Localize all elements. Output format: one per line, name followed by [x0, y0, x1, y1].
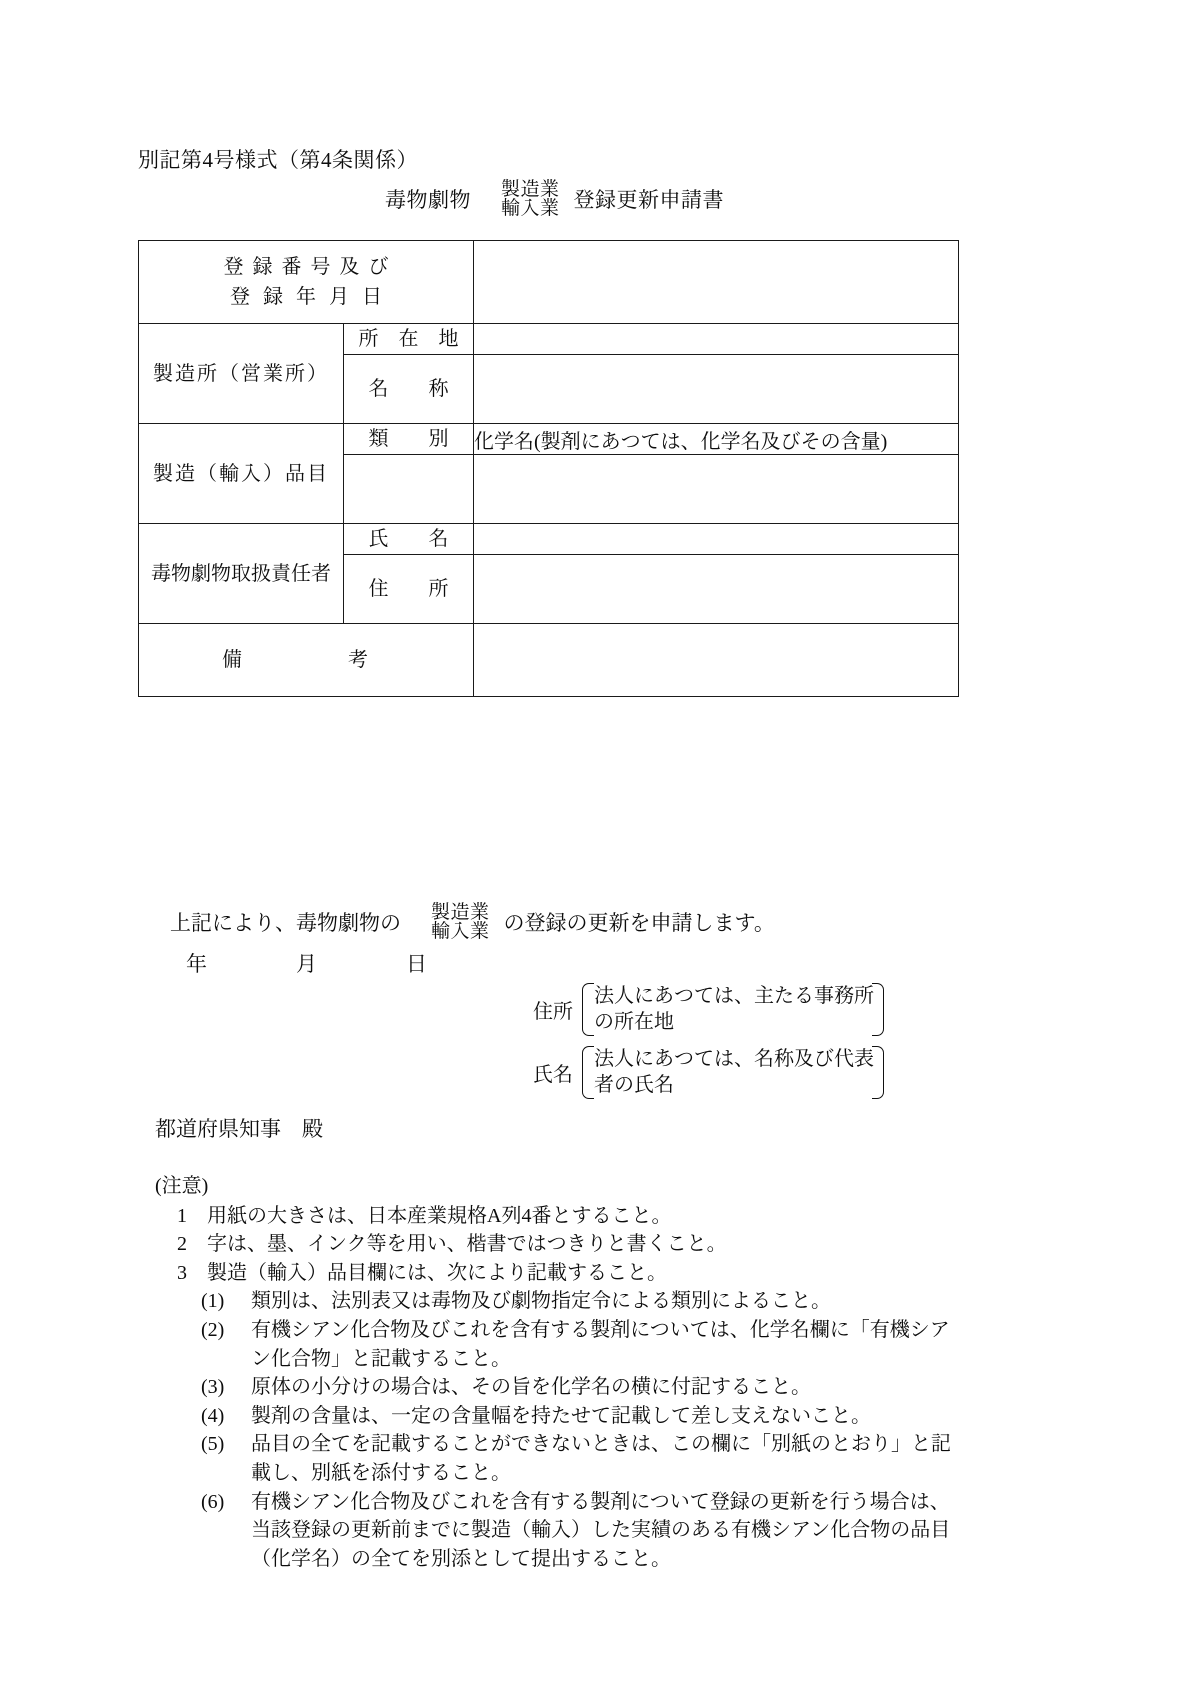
note-sub-line: 当該登録の更新前までに製造（輸入）した実績のある有機シアン化合物の品目 [251, 1519, 951, 1542]
label-responsible-person-text: 毒物劇物取扱責任者 [151, 562, 331, 585]
table-row-responsible-name [139, 524, 959, 555]
note-number: 3 [177, 1261, 187, 1284]
title-stack-line-2: 輸入業 [501, 198, 560, 220]
addressee-line: 都道府県知事 殿 [155, 1117, 323, 1141]
signature-address-label: 住所 [533, 1001, 573, 1024]
note-sub-number: (2) [201, 1318, 225, 1341]
note-number: 2 [177, 1233, 187, 1256]
title-stack-line-1: 製造業 [501, 179, 560, 200]
declaration-stack-line-2: 輸入業 [431, 921, 490, 943]
label-remarks-text: 備 考 [222, 649, 390, 671]
note-sub-text [251, 1430, 1025, 1487]
note-sub-line: 有機シアン化合物及びこれを含有する製剤については、化学名欄に「有機シア [251, 1318, 950, 1341]
title-prefix: 毒物劇物 [385, 188, 471, 213]
field-person-address[interactable] [474, 555, 959, 624]
document-title [385, 180, 724, 219]
note-sub-number: (6) [201, 1490, 225, 1513]
note-sub-line: 有機シアン化合物及びこれを含有する製剤について登録の更新を行う場合は、 [251, 1490, 950, 1513]
label-factory-office [139, 324, 344, 424]
note-sub-number: (5) [201, 1433, 225, 1456]
note-sub-text [251, 1373, 1025, 1402]
note-sub-item [201, 1287, 1025, 1316]
field-location[interactable] [474, 324, 959, 355]
note-sub-text [251, 1402, 1025, 1431]
label-person-address [344, 555, 474, 624]
label-responsible-person [139, 524, 344, 624]
note-text: 用紙の大きさは、日本産業規格A列4番とすること。 [207, 1204, 672, 1227]
signature-name-note-line-2: 者の氏名 [594, 1073, 674, 1096]
label-registration-number-line1: 登録番号及び [223, 256, 398, 278]
signature-address-note [594, 984, 874, 1035]
note-sub-line: 品目の全てを記載することができないときは、この欄に「別紙のとおり」と記 [251, 1433, 951, 1456]
declaration-sentence [170, 903, 775, 942]
field-category-entry[interactable] [344, 455, 474, 524]
label-registration-number [139, 241, 474, 324]
note-number: 1 [177, 1204, 187, 1227]
note-sub-number: (3) [201, 1376, 225, 1399]
note-sub-item [201, 1402, 1025, 1431]
field-facility-name[interactable] [474, 355, 959, 424]
note-text: 字は、墨、インク等を用い、楷書ではつきりと書くこと。 [207, 1233, 727, 1256]
table-row-product-category [139, 424, 959, 455]
field-person-name[interactable] [474, 524, 959, 555]
note-sub-line: 載し、別紙を添付すること。 [251, 1461, 511, 1484]
note-sub-number: (1) [201, 1290, 225, 1313]
note-sub-number: (4) [201, 1404, 225, 1427]
label-facility-name [344, 355, 474, 424]
registration-form-table [138, 240, 959, 697]
signature-address-block [533, 982, 884, 1037]
title-business-type-stack [501, 180, 560, 219]
signature-address-note-line-2: の所在地 [594, 1010, 674, 1033]
note-sub-line: 類別は、法別表又は毒物及び劇物指定令による類別によること。 [251, 1290, 831, 1313]
label-person-name-text: 氏 名 [368, 528, 449, 550]
label-facility-name-text: 名 称 [368, 378, 449, 400]
declaration-stack-line-1: 製造業 [431, 902, 490, 923]
table-row-remarks [139, 624, 959, 697]
label-person-name [344, 524, 474, 555]
signature-name-label: 氏名 [533, 1064, 573, 1087]
signature-name-note [594, 1047, 874, 1098]
table-row-factory-location [139, 324, 959, 355]
note-text: 製造（輸入）品目欄には、次により記載すること。 [207, 1261, 667, 1284]
signature-name-bracket [582, 1045, 884, 1100]
note-item [177, 1230, 1025, 1259]
label-location [344, 324, 474, 355]
note-sub-line: 原体の小分けの場合は、その旨を化学名の横に付記すること。 [251, 1376, 811, 1399]
note-item [177, 1202, 1025, 1231]
form-number: 別記第4号様式（第4条関係） [138, 148, 418, 172]
field-chemical-name-entry[interactable] [474, 455, 959, 524]
note-sub-text [251, 1316, 1025, 1373]
table-row-registration-number [139, 241, 959, 324]
note-sub-line: 製剤の含量は、一定の含量幅を持たせて記載して差し支えないこと。 [251, 1404, 871, 1427]
label-chemical-name-header: 化学名(製剤にあつては、化学名及びその含量) [474, 424, 959, 455]
note-sub-line: （化学名）の全てを別添として提出すること。 [251, 1547, 671, 1570]
label-products [139, 424, 344, 524]
signature-name-note-line-1: 法人にあつては、名称及び代表 [594, 1048, 874, 1070]
note-sub-item [201, 1430, 1025, 1487]
field-registration-number[interactable] [474, 241, 959, 324]
field-remarks[interactable] [474, 624, 959, 697]
note-sub-line: ン化合物」と記載すること。 [251, 1347, 511, 1370]
note-sub-text [251, 1287, 1025, 1316]
label-category [344, 424, 474, 455]
declaration-business-type-stack [431, 903, 490, 942]
note-sub-item [201, 1316, 1025, 1373]
notes-section [155, 1172, 1025, 1573]
declaration-lead: 上記により、毒物劇物の [170, 911, 401, 936]
label-registration-number-line2: 登録年月日 [230, 286, 395, 308]
note-item [177, 1259, 1025, 1288]
label-remarks [139, 624, 474, 697]
signature-address-bracket [582, 982, 884, 1037]
label-products-text: 製造（輸入）品目 [153, 462, 329, 485]
label-category-text: 類 別 [368, 428, 449, 450]
title-suffix: 登録更新申請書 [573, 188, 725, 213]
signature-name-block [533, 1045, 884, 1100]
notes-heading: (注意) [155, 1175, 209, 1197]
note-sub-item [201, 1373, 1025, 1402]
declaration-tail: の登録の更新を申請します。 [503, 911, 775, 936]
note-sub-text [251, 1488, 1025, 1574]
label-location-text: 所 在 地 [358, 328, 459, 350]
date-line[interactable]: 年 月 日 [186, 952, 461, 976]
note-sub-item [201, 1488, 1025, 1574]
label-factory-office-text: 製造所（営業所） [153, 362, 329, 385]
signature-address-note-line-1: 法人にあつては、主たる事務所 [594, 985, 874, 1007]
label-person-address-text: 住 所 [368, 578, 449, 600]
